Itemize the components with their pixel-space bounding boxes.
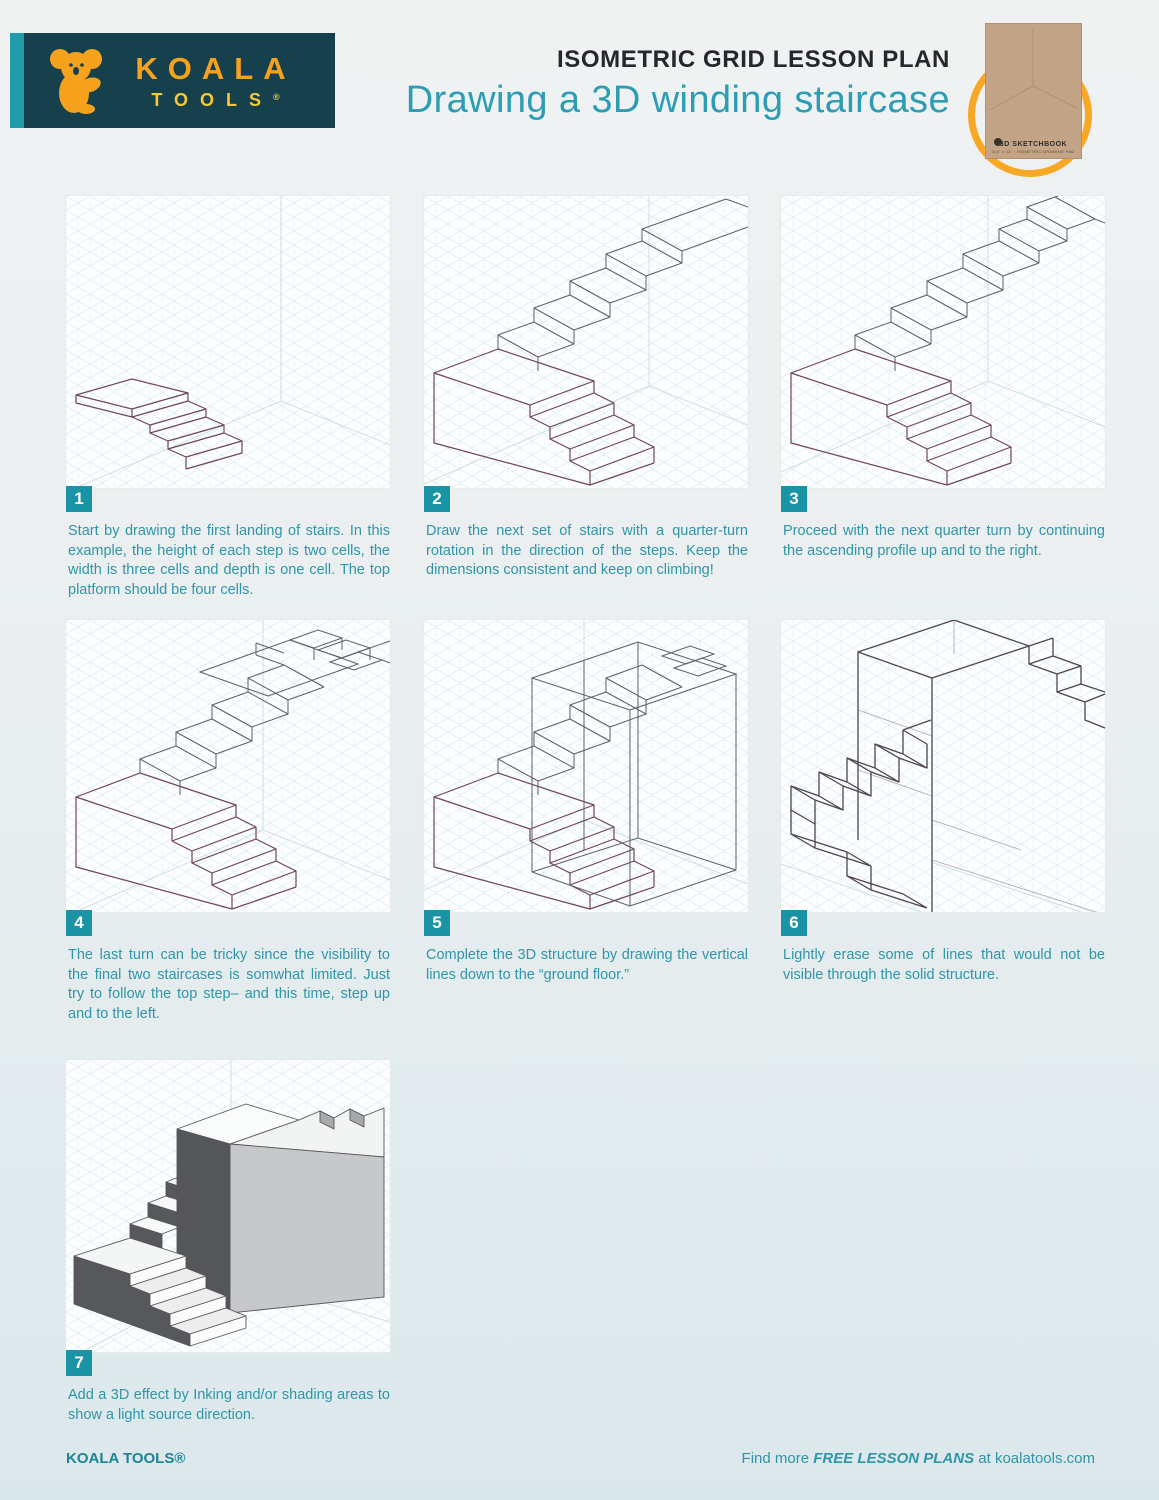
lesson-plan-kicker: ISOMETRIC GRID LESSON PLAN [557, 46, 950, 73]
footer-more-suffix: at koalatools.com [974, 1450, 1095, 1467]
product-sublabel: 8.5" x 11" · ISOMETRIC DRAWING PAD [992, 149, 1075, 154]
registered-mark: ® [273, 91, 280, 102]
sketchbook-product-image [985, 23, 1082, 159]
brand-name: KOALA [135, 50, 296, 86]
sketchbook-cover-art [986, 24, 1081, 158]
step-card-1 [66, 196, 390, 598]
step-6-text: Lightly erase some of lines that would not be visible through the solid structure. [783, 947, 1105, 983]
page-title [406, 46, 950, 122]
step-card-2 [424, 196, 748, 578]
step-number-badge: 2 [424, 486, 450, 512]
step-card-5 [424, 620, 748, 983]
step-2-text: Draw the next set of stairs with a quarter-turn rotation in the direction of the steps. Keep the dimensions consistent and keep on climbing! [426, 523, 748, 578]
step-7-text: Add a 3D effect by Inking and/or shading areas to show a light source direction. [68, 1387, 390, 1423]
step-number-badge: 1 [66, 486, 92, 512]
footer-brand: KOALA TOOLS® [66, 1450, 186, 1467]
step-card-7 [66, 1060, 390, 1423]
brand-subname: TOOLS® [151, 89, 280, 110]
step-5-illustration [424, 620, 748, 912]
step-6-illustration [781, 620, 1105, 912]
step-card-3 [781, 196, 1105, 559]
step-number-badge: 3 [781, 486, 807, 512]
step-3-illustration [781, 196, 1105, 488]
logo-accent-strip [10, 33, 24, 128]
step-number-badge: 6 [781, 910, 807, 936]
step-1-text: Start by drawing the first landing of stairs. In this example, the height of each step is two cells, the width is three cells and depth is one cell. The top platform should be four cells. [68, 523, 390, 598]
footer-more-plans [742, 1450, 1095, 1467]
step-4-illustration [66, 620, 390, 912]
footer-free-lesson-plans: FREE LESSON PLANS [813, 1450, 975, 1467]
step-7-illustration [66, 1060, 390, 1352]
step-card-6 [781, 620, 1105, 983]
footer-more-prefix: Find more [741, 1450, 814, 1467]
koala-icon [48, 47, 110, 115]
step-1-illustration [66, 196, 390, 488]
step-4-text: The last turn can be tricky since the visibility to the final two staircases is somwhat limited. Just try to follow the top step– and this time, step up and to the left. [68, 947, 390, 1022]
lesson-title: Drawing a 3D winding staircase [405, 79, 950, 121]
step-number-badge: 5 [424, 910, 450, 936]
step-5-text: Complete the 3D structure by drawing the vertical lines down to the “ground floor.” [426, 947, 748, 983]
step-number-badge: 4 [66, 910, 92, 936]
product-label: 3D SKETCHBOOK [999, 141, 1068, 148]
step-card-4 [66, 620, 390, 1022]
koala-tools-logo [24, 33, 335, 128]
step-3-text: Proceed with the next quarter turn by continuing the ascending profile up and to the right. [783, 523, 1105, 559]
step-number-badge: 7 [66, 1350, 92, 1376]
step-2-illustration [424, 196, 748, 488]
